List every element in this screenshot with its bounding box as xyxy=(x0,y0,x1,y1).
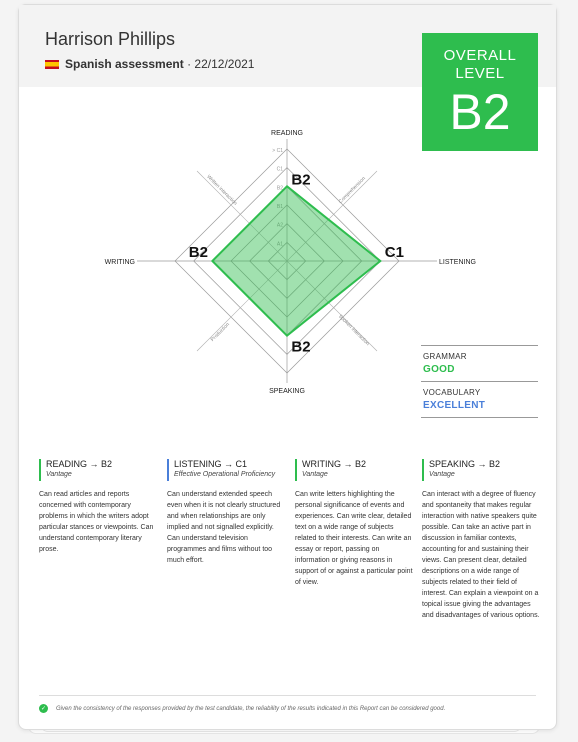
language-stats xyxy=(421,345,538,418)
radar-scale-label: A1 xyxy=(276,241,283,248)
overall-level-value: B2 xyxy=(449,84,511,140)
radar-axis-label: WRITING xyxy=(104,259,135,266)
radar-level-label: B2 xyxy=(188,244,208,261)
radar-scale-label: C1 xyxy=(276,166,283,173)
assessment-language: Spanish assessment xyxy=(65,57,184,71)
skill-speaking xyxy=(422,459,540,621)
skill-subtitle: Effective Operational Proficiency xyxy=(174,471,276,478)
skill-writing xyxy=(295,459,413,588)
skill-subtitle: Vantage xyxy=(429,471,455,478)
radar-scale-label: B1 xyxy=(276,204,283,210)
skill-title: SPEAKING → B2 xyxy=(429,459,501,469)
radar-level-label: C1 xyxy=(384,244,404,261)
skill-description: Can interact with a degree of fluency and spontaneity that makes regular interaction with native speakers quite possible. Can take an active part in discussion in familiar contexts, accounting for and sustaining their views. Can present clear, detailed descriptions on a wide range of subjects related to their field of interest. Can explain a viewpoint on a topical issue giving the advantages and disadvantages of various options. xyxy=(422,491,540,619)
skill-description: Can read articles and reports concerned with contemporary problems in which the writers adopt particular stances or viewpoints. Can understand contemporary literary prose. xyxy=(39,491,154,553)
radar-diagonal-label: Comprehension xyxy=(337,175,367,205)
stat-label: VOCABULARY xyxy=(423,388,481,397)
skill-heading xyxy=(422,459,540,481)
radar-level-label: B2 xyxy=(291,171,311,189)
skill-heading xyxy=(295,459,413,481)
radar-axis-label: SPEAKING xyxy=(269,388,305,395)
radar-scale-label: A2 xyxy=(276,222,283,229)
skill-reading xyxy=(39,459,157,555)
skill-subtitle: Vantage xyxy=(302,471,328,478)
stat-value: GOOD xyxy=(423,364,455,375)
radar-diagonal-label: Spoken interaction xyxy=(336,313,371,348)
reliability-footer xyxy=(39,695,536,713)
radar-scale-label: B2 xyxy=(276,185,283,192)
assessment-date: · 22/12/2021 xyxy=(187,57,255,71)
radar-diagonal-label: Production xyxy=(209,321,231,343)
stat-grammar xyxy=(421,345,538,381)
skill-description: Can understand extended speech even when it is not clearly structured and when relationships are only implied and not signalled explicitly. Can understand television programmes and films without too much effort. xyxy=(167,491,281,564)
overall-level-badge xyxy=(422,33,538,151)
radar-data-area xyxy=(212,186,380,335)
report-page xyxy=(18,4,557,730)
skill-heading xyxy=(39,459,157,481)
radar-level-label: B2 xyxy=(291,338,311,356)
overall-level-label: OVERALL LEVEL xyxy=(443,47,517,82)
radar-scale-label: > C1 xyxy=(272,148,283,154)
skill-title: WRITING → B2 xyxy=(302,459,367,469)
skill-title: READING → B2 xyxy=(46,459,113,469)
skill-heading xyxy=(167,459,285,481)
skill-title: LISTENING → C1 xyxy=(174,459,248,469)
radar-axis-label: LISTENING xyxy=(439,259,476,266)
check-circle-icon: ✓ xyxy=(40,706,47,712)
stat-vocabulary xyxy=(421,381,538,418)
stat-value: EXCELLENT xyxy=(423,400,486,411)
radar-axis-label: READING xyxy=(271,130,303,137)
spain-flag-icon xyxy=(45,60,59,69)
skill-subtitle: Vantage xyxy=(46,471,72,478)
reliability-note: Given the consistency of the responses provided by the test candidate, the reliability of the results indicated in this Report can be considered good. xyxy=(56,705,446,712)
skill-listening xyxy=(167,459,285,566)
radar-diagonal-label: Written interaction xyxy=(205,173,239,207)
skill-description: Can write letters highlighting the personal significance of events and experiences. Can write clear, detailed text on a wide range of subjects related to their interests. Can write an essay or report, passing on information or giving reasons in support of or against a particular point of view. xyxy=(295,491,413,586)
assessment-line xyxy=(45,57,254,71)
candidate-name: Harrison Phillips xyxy=(45,29,176,49)
stat-label: GRAMMAR xyxy=(423,352,467,361)
